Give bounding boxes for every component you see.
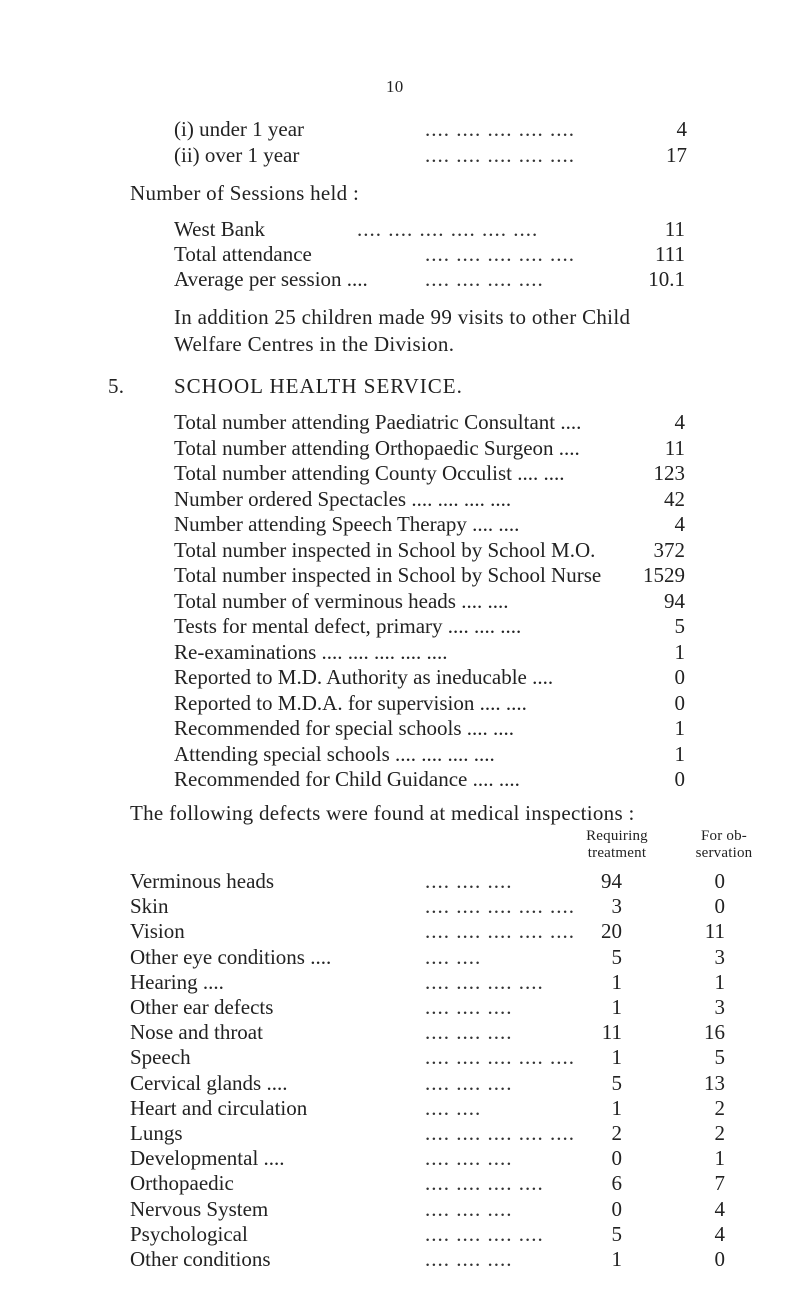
- defect-observation-value: 3: [714, 944, 725, 969]
- leader-dots: .... .... .... ....: [425, 1171, 544, 1196]
- school-stat-value: 0: [674, 690, 685, 715]
- defect-treatment-value: 20: [601, 919, 622, 944]
- leader-dots: .... .... .... .... ....: [425, 1121, 575, 1145]
- defect-observation-value: 2: [714, 1095, 725, 1120]
- school-stat-value: 0: [674, 665, 685, 689]
- defect-label: Psychological: [130, 1221, 248, 1246]
- school-stat-label: Recommended for special schools .... ....: [174, 716, 514, 740]
- defect-treatment-value: 0: [611, 1146, 622, 1171]
- leader-dots: .... .... ....: [425, 995, 513, 1019]
- defect-row: [0, 994, 800, 1020]
- defect-observation-value: 1: [714, 1146, 725, 1171]
- school-stat-row: [0, 537, 800, 563]
- school-stat-row: [0, 511, 800, 537]
- defect-treatment-value: 5: [611, 1070, 622, 1095]
- defect-row: [0, 893, 800, 919]
- defect-observation-value: 4: [714, 1221, 725, 1246]
- leader-dots: .... .... ....: [425, 1146, 513, 1171]
- page-number: 10: [386, 77, 404, 96]
- defect-treatment-value: 1: [611, 969, 622, 994]
- school-stat-value: 1: [674, 741, 685, 766]
- defect-label: Orthopaedic: [130, 1171, 234, 1196]
- school-stat-row: [0, 613, 800, 639]
- defect-treatment-value: 11: [601, 1020, 622, 1045]
- defect-treatment-value: 1: [611, 1247, 622, 1271]
- school-stat-label: Total number inspected in School by School M.O.: [174, 537, 596, 562]
- school-stat-row: [0, 639, 800, 665]
- school-stat-row: [0, 664, 800, 690]
- school-stat-label: Re-examinations .... .... .... .... ....: [174, 639, 448, 664]
- defect-observation-value: 13: [704, 1070, 725, 1095]
- defect-treatment-value: 5: [611, 1221, 622, 1246]
- leader-dots: .... .... ....: [425, 1247, 513, 1271]
- defect-observation-value: 0: [714, 894, 725, 919]
- defect-label: Other conditions: [130, 1247, 271, 1271]
- section-number: 5.: [108, 374, 125, 398]
- school-stat-label: Recommended for Child Guidance .... ....: [174, 767, 520, 791]
- defect-label: Verminous heads: [130, 869, 275, 893]
- leader-dots: .... .... .... ....: [425, 969, 544, 994]
- school-stat-label: Attending special schools .... .... .... ....: [174, 741, 495, 766]
- defect-label: Speech: [130, 1045, 191, 1070]
- school-stat-value: 94: [664, 588, 685, 613]
- defect-row: [0, 944, 800, 970]
- school-stat-value: 4: [674, 410, 685, 434]
- school-stat-value: 1: [674, 639, 685, 664]
- column-header-treatment: Requiring treatment: [586, 828, 648, 861]
- school-stat-row: [0, 741, 800, 767]
- defect-label: Other ear defects: [130, 995, 274, 1019]
- defect-observation-value: 0: [714, 1247, 725, 1271]
- school-stat-label: Total number of verminous heads .... ....: [174, 588, 509, 613]
- defect-row: [0, 1246, 800, 1272]
- defect-label: Heart and circulation: [130, 1095, 308, 1120]
- defect-row: [0, 1145, 800, 1171]
- defect-observation-value: 2: [714, 1121, 725, 1145]
- age-row-over-1: (ii) over 1 year .... .... .... .... .... 17: [174, 143, 687, 167]
- school-stat-value: 1529: [643, 563, 685, 587]
- defect-observation-value: 11: [704, 919, 725, 944]
- defect-row: [0, 1120, 800, 1146]
- defect-treatment-value: 1: [611, 1045, 622, 1070]
- leader-dots: .... .... ....: [425, 1020, 513, 1045]
- school-stat-row: [0, 562, 800, 588]
- defect-label: Vision: [130, 919, 185, 944]
- school-stat-value: 5: [674, 614, 685, 638]
- defect-label: Nose and throat: [130, 1020, 263, 1045]
- school-stat-value: 1: [674, 716, 685, 740]
- school-stat-label: Number attending Speech Therapy .... ....: [174, 512, 520, 536]
- defect-treatment-value: 1: [611, 1095, 622, 1120]
- school-stat-label: Reported to M.D.A. for supervision .... ....: [174, 690, 527, 715]
- defect-label: Lungs: [130, 1121, 183, 1145]
- sessions-row: Total attendance .... .... .... .... .... 111: [174, 242, 685, 266]
- leader-dots: .... ....: [425, 944, 482, 969]
- sessions-row: West Bank .... .... .... .... .... .... 11: [174, 217, 685, 241]
- school-stat-label: Total number attending Paediatric Consultant ....: [174, 410, 582, 434]
- school-stat-row: [0, 766, 800, 792]
- school-stat-label: Reported to M.D. Authority as ineducable ....: [174, 665, 554, 689]
- leader-dots: .... .... ....: [425, 869, 513, 893]
- defect-row: [0, 918, 800, 944]
- defect-label: Cervical glands ....: [130, 1070, 288, 1095]
- defect-observation-value: 16: [704, 1020, 725, 1045]
- school-stat-value: 372: [653, 537, 685, 562]
- defect-treatment-value: 0: [611, 1196, 622, 1221]
- defect-observation-value: 5: [714, 1045, 725, 1070]
- school-stat-row: [0, 409, 800, 435]
- defect-row: [0, 1044, 800, 1070]
- school-stat-value: 4: [674, 512, 685, 536]
- leader-dots: .... .... .... .... ....: [425, 894, 575, 919]
- school-stat-value: 42: [664, 486, 685, 511]
- defect-treatment-value: 94: [601, 869, 622, 893]
- school-stat-label: Total number attending Orthopaedic Surgeon ....: [174, 435, 580, 460]
- defect-label: Hearing ....: [130, 969, 224, 994]
- age-row-under-1: (i) under 1 year .... .... .... .... .... 4: [174, 117, 687, 141]
- school-stat-label: Number ordered Spectacles .... .... .... ....: [174, 486, 512, 511]
- defect-observation-value: 1: [714, 969, 725, 994]
- school-stat-label: Total number inspected in School by School Nurse: [174, 563, 602, 587]
- defect-treatment-value: 1: [611, 995, 622, 1019]
- defect-observation-value: 7: [714, 1171, 725, 1196]
- section-title: SCHOOL HEALTH SERVICE.: [174, 374, 463, 398]
- defect-observation-value: 3: [714, 995, 725, 1019]
- defect-row: [0, 969, 800, 995]
- defect-row: [0, 1019, 800, 1045]
- leader-dots: .... ....: [425, 1095, 482, 1120]
- sessions-heading: Number of Sessions held :: [130, 181, 360, 205]
- defect-label: Nervous System: [130, 1196, 269, 1221]
- leader-dots: .... .... ....: [425, 1070, 513, 1095]
- defect-row: [0, 1170, 800, 1196]
- defect-observation-value: 0: [714, 869, 725, 893]
- defect-treatment-value: 2: [611, 1121, 622, 1145]
- school-stat-row: [0, 486, 800, 512]
- school-stat-value: 123: [653, 461, 685, 485]
- leader-dots: .... .... .... ....: [425, 1221, 544, 1246]
- leader-dots: .... .... .... .... ....: [425, 1045, 575, 1070]
- defect-row: [0, 1221, 800, 1247]
- school-stat-row: [0, 715, 800, 741]
- sessions-row: Average per session .... .... .... .... .... 10.1: [174, 267, 685, 291]
- defect-treatment-value: 5: [611, 944, 622, 969]
- school-stat-row: [0, 690, 800, 716]
- school-stat-row: [0, 435, 800, 461]
- school-stat-value: 11: [664, 435, 685, 460]
- addition-paragraph-line1: In addition 25 children made 99 visits to other Child: [174, 305, 631, 329]
- school-stat-row: [0, 588, 800, 614]
- defect-observation-value: 4: [714, 1196, 725, 1221]
- defect-treatment-value: 3: [611, 894, 622, 919]
- leader-dots: .... .... .... .... ....: [425, 919, 575, 944]
- school-stat-value: 0: [674, 767, 685, 791]
- leader-dots: .... .... ....: [425, 1196, 513, 1221]
- school-stat-row: [0, 460, 800, 486]
- defect-row: [0, 1070, 800, 1096]
- addition-paragraph-line2: Welfare Centres in the Division.: [174, 332, 455, 356]
- defect-row: [0, 1095, 800, 1121]
- defects-intro: The following defects were found at medical inspections :: [130, 801, 635, 825]
- column-header-observation: For ob- servation: [695, 828, 753, 861]
- defect-label: Skin: [130, 894, 169, 919]
- defect-label: Developmental ....: [130, 1146, 285, 1171]
- defect-row: [0, 1196, 800, 1222]
- defect-label: Other eye conditions ....: [130, 944, 332, 969]
- school-stat-label: Total number attending County Occulist .... ....: [174, 461, 565, 485]
- school-stat-label: Tests for mental defect, primary .... .... ....: [174, 614, 522, 638]
- defect-row: [0, 868, 800, 894]
- defect-treatment-value: 6: [611, 1171, 622, 1196]
